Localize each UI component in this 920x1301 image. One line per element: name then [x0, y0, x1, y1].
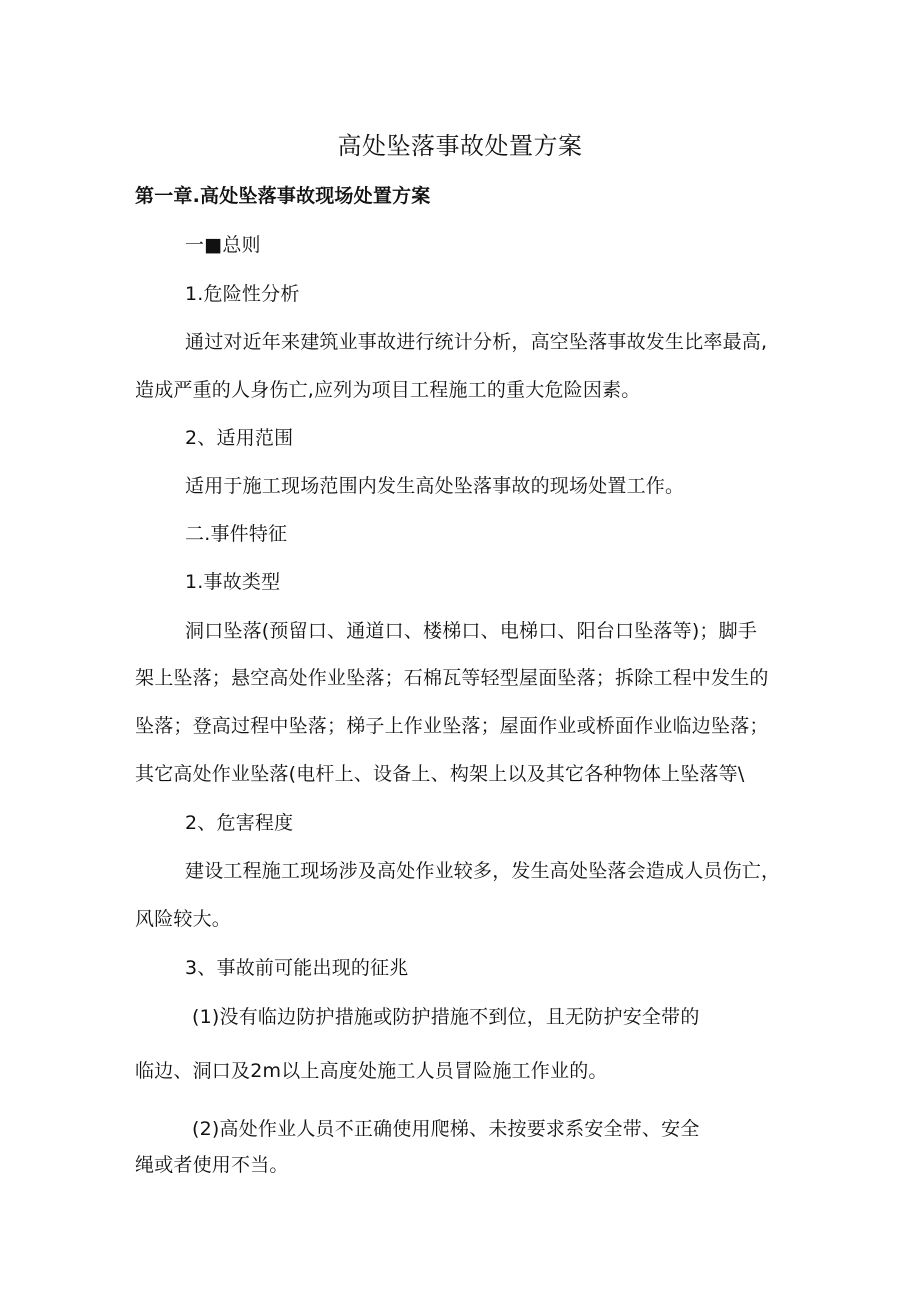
- paragraph-line: 临边、洞口及2m以上高度处施工人员冒险施工作业的。: [135, 1060, 608, 1082]
- paragraph-line: 坠落；登高过程中坠落；梯子上作业坠落；屋面作业或桥面作业临边坠落；: [135, 715, 769, 737]
- subsection-risk-analysis: 1.危险性分析: [185, 283, 300, 305]
- paragraph-line: (1)没有临边防护措施或防护措施不到位，且无防护安全带的: [192, 1006, 700, 1028]
- paragraph-line: 架上坠落；悬空高处作业坠落；石棉瓦等轻型屋面坠落；拆除工程中发生的: [135, 667, 769, 689]
- paragraph-line: (2)高处作业人员不正确使用爬梯、未按要求系安全带、安全: [192, 1118, 700, 1140]
- paragraph-line: 其它高处作业坠落(电杆上、设备上、构架上以及其它各种物体上坠落等\: [135, 763, 745, 785]
- subsection-scope: 2、适用范围: [185, 427, 294, 449]
- section-general: 一■总则: [185, 234, 261, 256]
- paragraph-line: 建设工程施工现场涉及高处作业较多，发生高处坠落会造成人员伤亡，: [185, 860, 781, 882]
- paragraph-line: 通过对近年来建筑业事故进行统计分析，高空坠落事故发生比率最高,: [185, 331, 768, 353]
- section-event-features: 二.事件特征: [185, 523, 288, 545]
- chapter-heading: 第一章.高处坠落事故现场处置方案: [135, 185, 431, 207]
- paragraph-line: 适用于施工现场范围内发生高处坠落事故的现场处置工作。: [185, 475, 685, 497]
- paragraph-line: 造成严重的人身伤亡,应列为项目工程施工的重大危险因素。: [135, 379, 641, 401]
- paragraph-line: 洞口坠落(预留口、通道口、楼梯口、电梯口、阳台口坠落等)；脚手: [185, 620, 758, 642]
- subsection-warning-signs: 3、事故前可能出现的征兆: [185, 957, 409, 979]
- subsection-accident-types: 1.事故类型: [185, 571, 281, 593]
- paragraph-line: 绳或者使用不当。: [135, 1154, 289, 1176]
- paragraph-line: 风险较大。: [135, 908, 232, 930]
- subsection-hazard-level: 2、危害程度: [185, 812, 294, 834]
- document-title: 高处坠落事故处置方案: [337, 132, 583, 160]
